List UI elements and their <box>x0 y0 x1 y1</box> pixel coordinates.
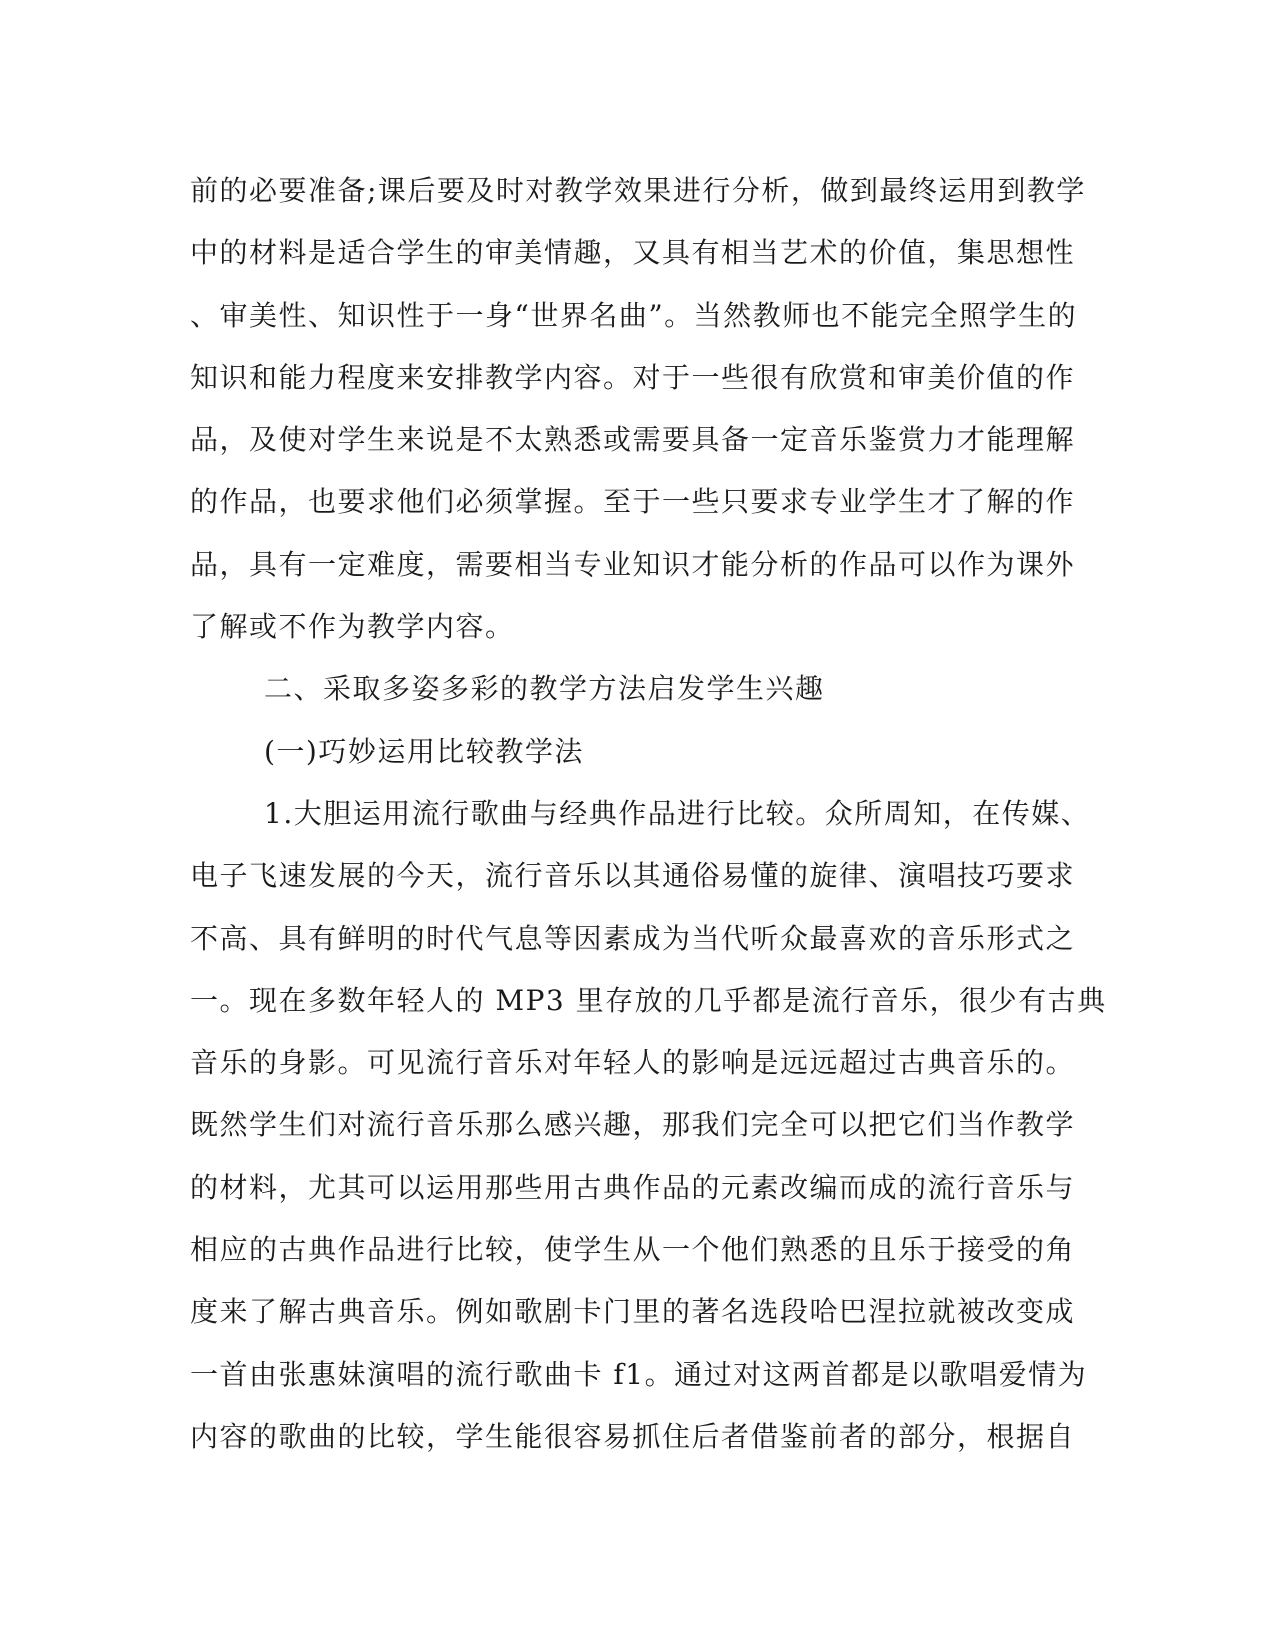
text-line: 不高、具有鲜明的时代气息等因素成为当代听众最喜欢的音乐形式之 <box>190 921 1076 955</box>
text-line: 中的材料是适合学生的审美情趣，又具有相当艺术的价值，集思想性 <box>190 236 1076 270</box>
text-line: 了解或不作为教学内容。 <box>190 610 515 644</box>
text-line: 内容的歌曲的比较，学生能很容易抓住后者借鉴前者的部分，根据自 <box>190 1419 1076 1453</box>
text-line: 的材料，尤其可以运用那些用古典作品的元素改编而成的流行音乐与 <box>190 1170 1076 1204</box>
text-line: 品，具有一定难度，需要相当专业知识才能分析的作品可以作为课外 <box>190 547 1076 581</box>
text-line: 品，及使对学生来说是不太熟悉或需要具备一定音乐鉴赏力才能理解 <box>190 423 1076 457</box>
text-line: 一首由张惠妹演唱的流行歌曲卡 f1。通过对这两首都是以歌唱爱情为 <box>190 1357 1088 1391</box>
text-line: 的作品，也要求他们必须掌握。至于一些只要求专业学生才了解的作 <box>190 485 1076 519</box>
text-line: 知识和能力程度来安排教学内容。对于一些很有欣赏和审美价值的作 <box>190 360 1076 394</box>
text-line: 一。现在多数年轻人的 MP3 里存放的几乎都是流行音乐，很少有古典 <box>190 983 1107 1017</box>
text-line: 前的必要准备;课后要及时对教学效果进行分析，做到最终运用到教学 <box>190 174 1086 207</box>
text-line: 音乐的身影。可见流行音乐对年轻人的影响是远远超过古典音乐的。 <box>190 1046 1076 1080</box>
body-text <box>190 160 1107 1468</box>
section-heading: 二、采取多姿多彩的教学方法启发学生兴趣 <box>264 672 825 706</box>
text-line: 电子飞速发展的今天，流行音乐以其通俗易懂的旋律、演唱技巧要求 <box>190 859 1076 893</box>
paragraph-start-line: 1.大胆运用流行歌曲与经典作品进行比较。众所周知，在传媒、 <box>264 796 1091 830</box>
text-line: 既然学生们对流行音乐那么感兴趣，那我们完全可以把它们当作教学 <box>190 1108 1076 1142</box>
text-line: 、审美性、知识性于一身“世界名曲”。当然教师也不能完全照学生的 <box>190 298 1078 332</box>
text-line: 相应的古典作品进行比较，使学生从一个他们熟悉的且乐于接受的角 <box>190 1233 1076 1267</box>
text-line: 度来了解古典音乐。例如歌剧卡门里的著名选段哈巴涅拉就被改变成 <box>190 1295 1076 1329</box>
subsection-heading: (一)巧妙运用比较教学法 <box>264 734 584 768</box>
